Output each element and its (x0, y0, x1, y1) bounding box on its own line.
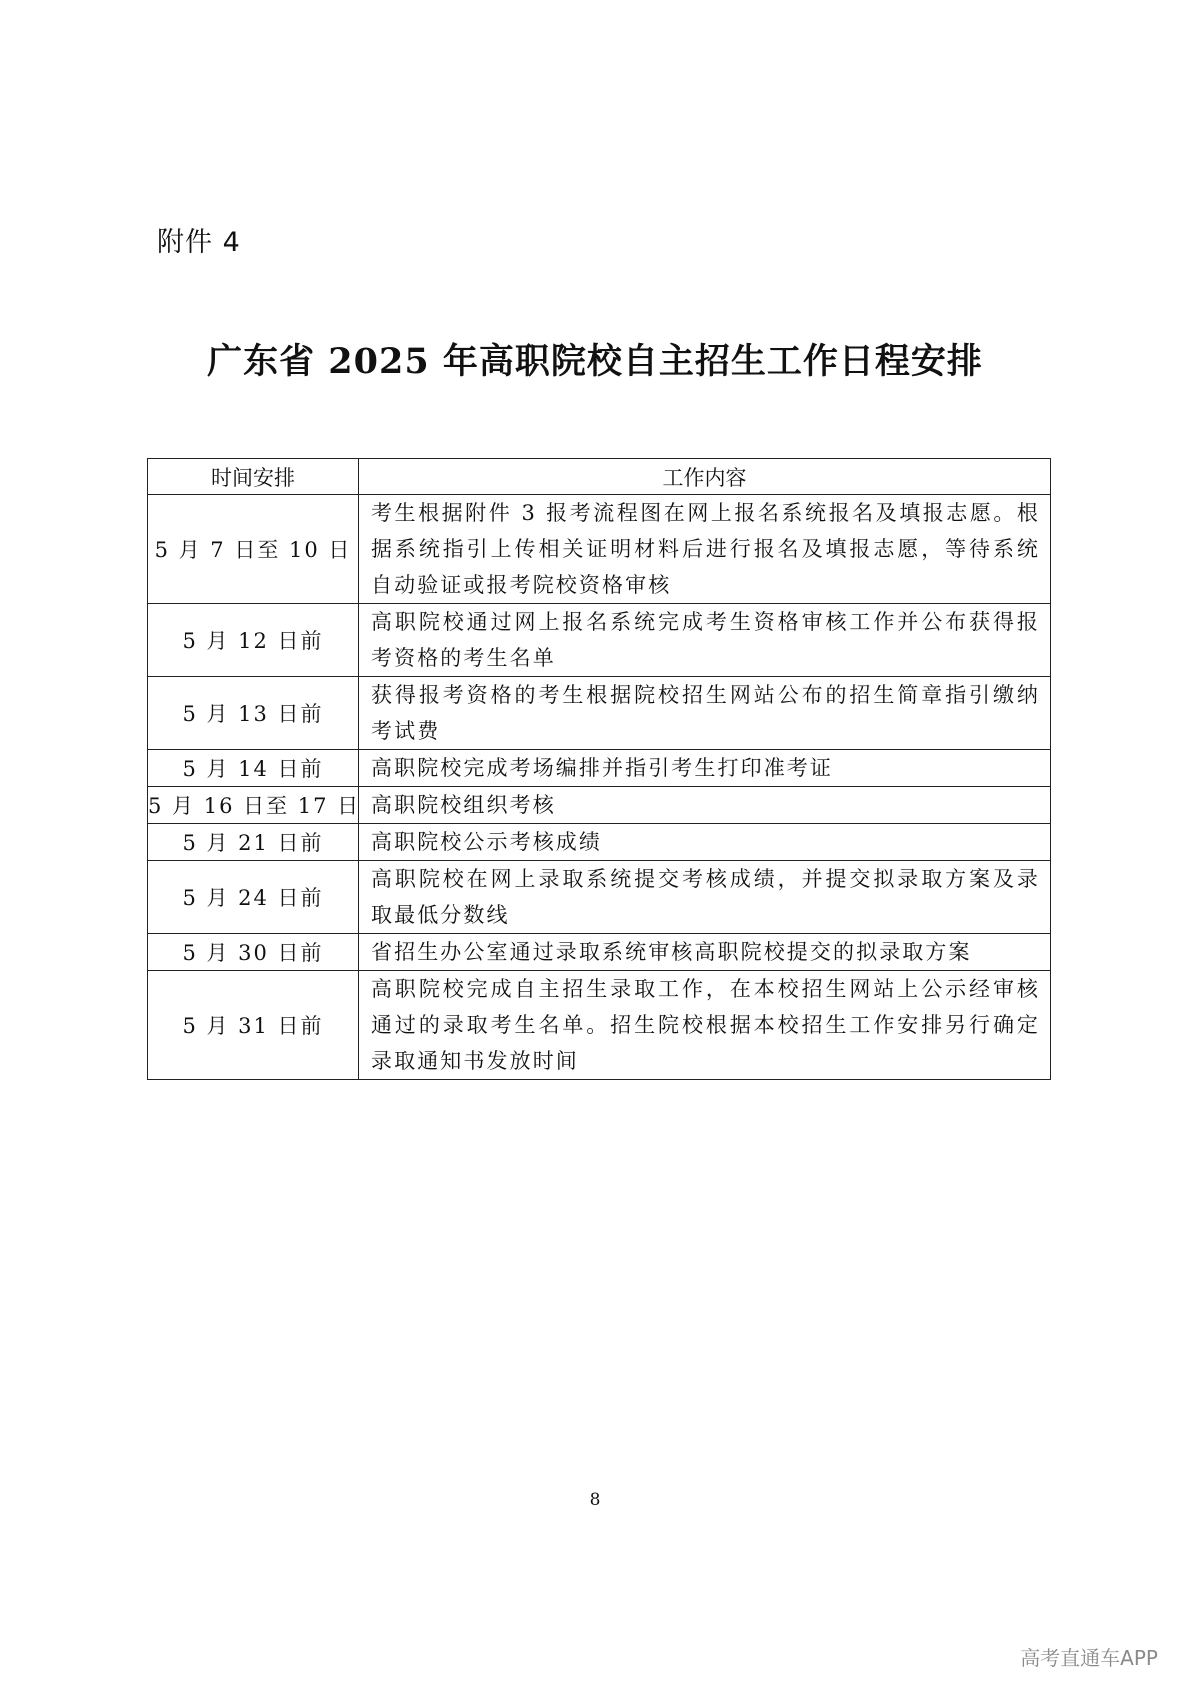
row-content: 高职院校在网上录取系统提交考核成绩，并提交拟录取方案及录取最低分数线 (359, 861, 1051, 934)
row-time: 5 月 12 日前 (148, 604, 359, 677)
table-header-row (148, 459, 1051, 495)
attachment-label: 附件 4 (157, 227, 241, 258)
schedule-table (147, 458, 1051, 1080)
table-row (148, 677, 1051, 750)
row-content: 考生根据附件 3 报考流程图在网上报名系统报名及填报志愿。根据系统指引上传相关证明材料后进行报名及填报志愿，等待系统自动验证或报考院校资格审核 (359, 495, 1051, 604)
table-row (148, 861, 1051, 934)
header-content: 工作内容 (359, 459, 1051, 495)
row-content: 高职院校公示考核成绩 (359, 824, 1051, 861)
row-time: 5 月 30 日前 (148, 934, 359, 971)
row-content: 高职院校完成自主招生录取工作，在本校招生网站上公示经审核通过的录取考生名单。招生院校根据本校招生工作安排另行确定录取通知书发放时间 (359, 971, 1051, 1080)
table-row (148, 971, 1051, 1080)
row-time: 5 月 31 日前 (148, 971, 359, 1080)
row-time: 5 月 24 日前 (148, 861, 359, 934)
row-content: 高职院校组织考核 (359, 787, 1051, 824)
row-time: 5 月 14 日前 (148, 750, 359, 787)
row-content: 省招生办公室通过录取系统审核高职院校提交的拟录取方案 (359, 934, 1051, 971)
table-row (148, 495, 1051, 604)
table-row (148, 824, 1051, 861)
table-row (148, 787, 1051, 824)
table-row (148, 750, 1051, 787)
row-content: 高职院校通过网上报名系统完成考生资格审核工作并公布获得报考资格的考生名单 (359, 604, 1051, 677)
row-time: 5 月 13 日前 (148, 677, 359, 750)
page-number: 8 (589, 1490, 601, 1510)
row-time: 5 月 16 日至 17 日 (148, 787, 359, 824)
document-title: 广东省 2025 年高职院校自主招生工作日程安排 (207, 341, 983, 382)
row-content: 获得报考资格的考生根据院校招生网站公布的招生简章指引缴纳考试费 (359, 677, 1051, 750)
row-time: 5 月 7 日至 10 日 (148, 495, 359, 604)
table-row (148, 604, 1051, 677)
table-row (148, 934, 1051, 971)
header-time: 时间安排 (148, 459, 359, 495)
row-content: 高职院校完成考场编排并指引考生打印准考证 (359, 750, 1051, 787)
watermark-text: 高考直通车APP (1020, 1646, 1158, 1670)
row-time: 5 月 21 日前 (148, 824, 359, 861)
